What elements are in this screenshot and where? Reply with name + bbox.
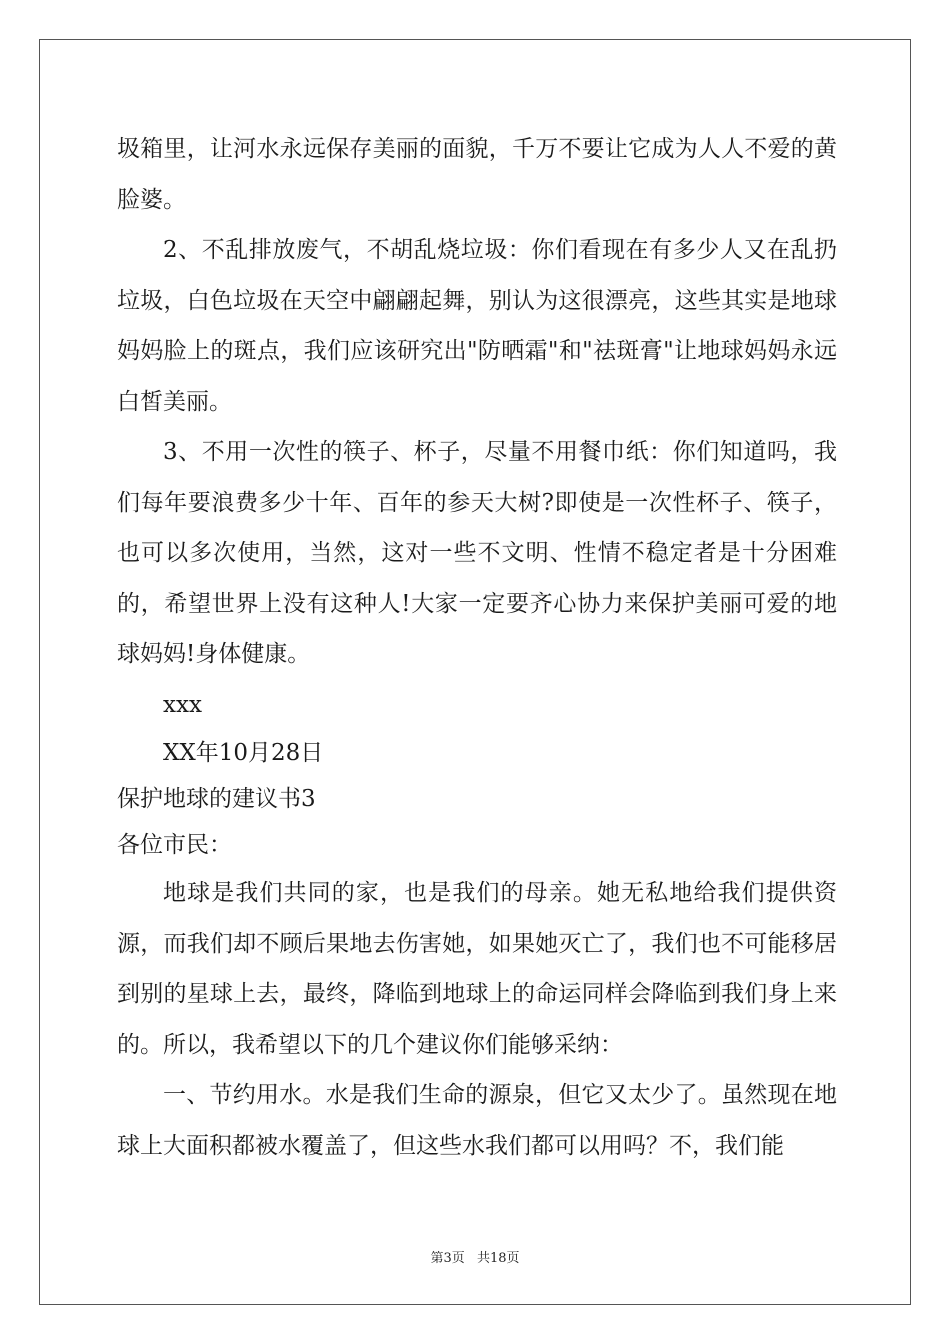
paragraph-2: 2、不乱排放废气，不胡乱烧垃圾：你们看现在有多少人又在乱扔垃圾，白色垃圾在天空中翩翩起舞，别认为这很漂亮，这些其实是地球妈妈脸上的斑点，我们应该研究出"防晒霜"和"祛斑膏"让地球妈妈永远白皙美丽。: [117, 237, 837, 415]
section-title: 保护地球的建议书3: [117, 786, 316, 812]
paragraph-3: 3、不用一次性的筷子、杯子，尽量不用餐巾纸：你们知道吗，我们每年要浪费多少十年、百年的参天大树?即使是一次性杯子、筷子，也可以多次使用，当然，这对一些不文明、性情不稳定者是十分困难的，希望世界上没有这种人!大家一定要齐心协力来保护美丽可爱的地球妈妈!身体健康。: [117, 439, 837, 667]
page-number: 第3页: [430, 1251, 465, 1266]
signature-date: XX年10月28日: [163, 740, 324, 766]
page-footer: [0, 1247, 950, 1266]
page-total: 共18页: [476, 1251, 520, 1266]
paragraph-4: 地球是我们共同的家，也是我们的母亲。她无私地给我们提供资源，而我们却不顾后果地去伤害她，如果她灭亡了，我们也不可能移居到别的星球上去，最终，降临到地球上的命运同样会降临到我们身上来的。所以，我希望以下的几个建议你们能够采纳：: [117, 880, 837, 1058]
salutation: 各位市民：: [117, 832, 232, 858]
paragraph-1: 圾箱里，让河水永远保存美丽的面貌，千万不要让它成为人人不爱的黄脸婆。: [117, 136, 837, 213]
document-body: [117, 124, 837, 1171]
signature-name: xxx: [163, 691, 202, 718]
paragraph-5: 一、节约用水。水是我们生命的源泉，但它又太少了。虽然现在地球上大面积都被水覆盖了，但这些水我们都可以用吗？不，我们能: [117, 1082, 837, 1159]
